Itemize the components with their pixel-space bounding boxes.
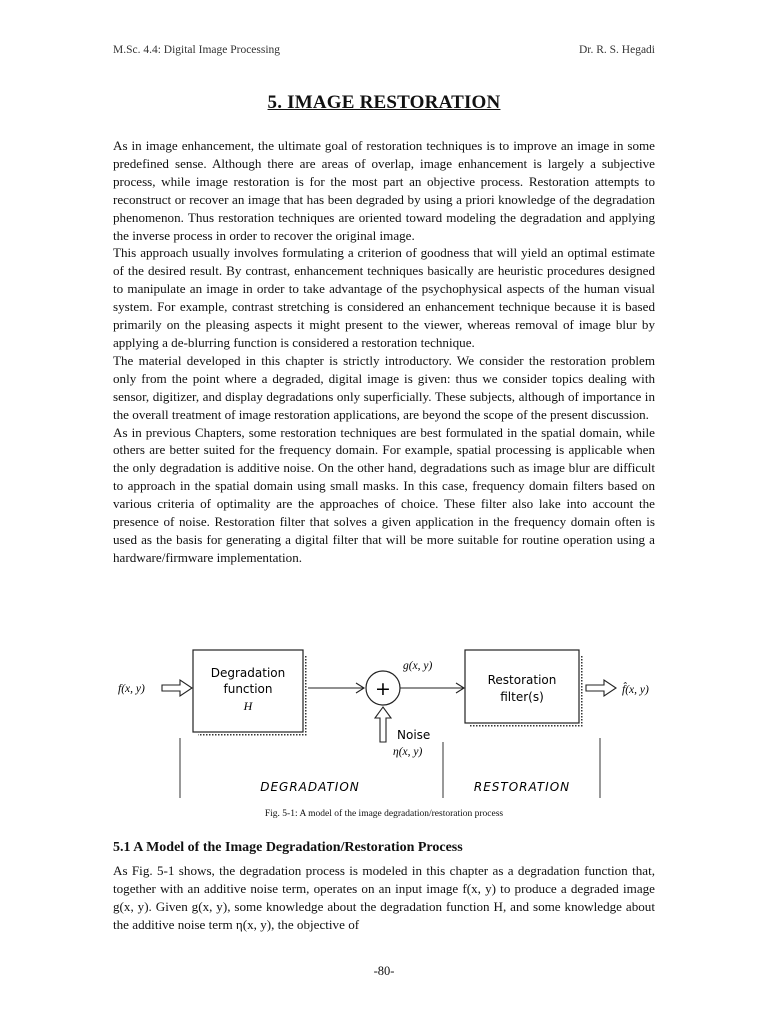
paragraph: This approach usually involves formulating a criterion of goodness that will yield an optimal estimate of the desired result. By contrast, enhancement techniques basically are heuristic procedures designed to manipulate an image in order to take advantage of the psychophysical aspects of the human visual system. For example, contrast stretching is considered an enhancement technique because it is based primarily on the pleasing aspects it might present to the viewer, whereas removal of image blur by applying a de-blurring function is considered a restoration technique. <box>113 245 655 350</box>
adder-symbol: + <box>375 678 391 700</box>
restoration-box-line1: Restoration <box>487 673 557 687</box>
page-number: -80- <box>373 964 395 978</box>
intro-text <box>113 137 655 567</box>
noise-label: Noise <box>397 728 431 742</box>
input-label: f(x, y) <box>118 683 145 695</box>
header-author: Dr. R. S. Hegadi <box>578 44 655 56</box>
degraded-image-label: g(x, y) <box>403 660 433 672</box>
noise-symbol: η(x, y) <box>393 746 423 758</box>
degradation-box-line2: function <box>223 682 273 696</box>
restoration-section-label: RESTORATION <box>473 780 571 794</box>
section-heading: 5.1 A Model of the Image Degradation/Restoration Process <box>113 840 463 855</box>
input-arrow <box>162 680 192 696</box>
degradation-box-line3: H <box>243 699 253 713</box>
section-text <box>113 862 655 934</box>
paragraph: As in image enhancement, the ultimate goal of restoration techniques is to improve an image in some predefined sense. Although there are areas of overlap, image enhancement is largely a subjective process, while image restoration is for the most part an objective process. Restoration attempts to reconstruct or recover an image that has been degraded by using a priori knowledge of the degradation phenomenon. Thus restoration techniques are oriented toward modeling the degradation and applying the inverse process in order to recover the original image. <box>113 138 655 243</box>
degradation-box-line1: Degradation <box>210 666 286 680</box>
chapter-title: 5. IMAGE RESTORATION <box>267 92 501 113</box>
paragraph: As Fig. 5-1 shows, the degradation process is modeled in this chapter as a degradation function that, together with an additive noise term, operates on an input image f(x, y) to produce a degraded image g(x, y). Given g(x, y), some knowledge about the degradation function H, and some knowledge about the additive noise term η(x, y), the objective of <box>113 863 655 932</box>
figure-caption: Fig. 5-1: A model of the image degradation/restoration process <box>264 809 504 819</box>
restoration-box-line2: filter(s) <box>500 690 544 704</box>
degradation-section-label: DEGRADATION <box>260 780 360 794</box>
output-arrow <box>586 680 616 696</box>
paragraph: The material developed in this chapter is strictly introductory. We consider the restoration problem only from the point where a degraded, digital image is given: thus we consider topics dealing with sensor, digitizer, and display degradations only superficially. These subjects, although of importance in the overall treatment of image restoration applications, are beyond the scope of the present discussion. <box>113 352 655 422</box>
noise-arrow <box>375 707 391 742</box>
output-label: f̂(x, y) <box>622 684 649 696</box>
header-course: M.Sc. 4.4: Digital Image Processing <box>113 44 281 56</box>
page-header <box>113 44 655 62</box>
paragraph: As in previous Chapters, some restoration techniques are best formulated in the spatial domain, while others are better suited for the frequency domain. For example, spatial processing is applicable when the only degradation is additive noise. On the other hand, degradations such as image blur are difficult to approach in the spatial domain using small masks. In this case, frequency domain filters based on various criteria of optimality are the approaches of choice. These filter also lake into account the presence of noise. Restoration filter that solves a given application in the frequency domain often is used as the basis for generating a digital filter that will be more suitable for routine operation using a hardware/firmware implementation. <box>113 424 655 565</box>
degradation-restoration-diagram <box>110 638 670 808</box>
